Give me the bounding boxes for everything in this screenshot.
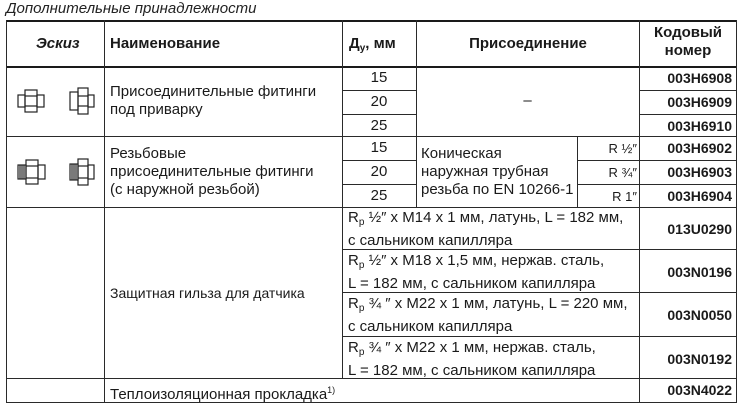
header-sketch: Эскиз <box>36 35 80 52</box>
weld-code-25: 003H6910 <box>667 118 732 134</box>
header-dn: $Д_у$, мм <box>349 35 396 54</box>
weld-dn-15: 15 <box>370 69 388 86</box>
weld-fitting-sketch-icon <box>16 86 96 116</box>
threaded-fittings-name: Резьбовые присоединительные фитинги (с наружной резьбой) <box>110 145 314 198</box>
sleeve-code-3: 003N0050 <box>667 307 732 323</box>
thread-dn-25: 25 <box>370 187 388 204</box>
sleeve-spec-1: $R_p$ ½″ x М14 x 1 мм, латунь, L = 182 мм, с сальником капилляра <box>348 209 624 249</box>
header-connection: Присоединение <box>469 35 587 52</box>
weld-connection: – <box>523 92 532 109</box>
insulation-name: Теплоизоляционная прокладка$^{1)}$ <box>110 385 336 403</box>
table-caption: Дополнительные принадлежности <box>6 0 257 17</box>
footnote-mark: 1) <box>327 385 336 395</box>
sleeve-spec-3: $R_p$ ¾ ″ x М22 x 1 мм, латунь, L = 220 мм, с сальником капилляра <box>348 295 628 335</box>
insulation-code: 003N4022 <box>667 382 732 398</box>
thread-r-15: R ½″ <box>608 141 637 156</box>
weld-code-15: 003H6908 <box>667 70 732 86</box>
sleeve-code-1: 013U0290 <box>667 221 732 237</box>
thread-r-20: R ¾″ <box>608 165 637 180</box>
weld-dn-20: 20 <box>370 93 388 110</box>
thread-dn-15: 15 <box>370 139 388 156</box>
sleeve-code-4: 003N0192 <box>667 351 732 367</box>
thread-code-15: 003H6902 <box>667 140 732 156</box>
weld-dn-25: 25 <box>370 117 388 134</box>
header-code: Кодовый номер <box>653 24 723 59</box>
threaded-fitting-sketch-icon <box>16 156 96 188</box>
accessories-table <box>6 20 737 404</box>
weld-fittings-name: Присоединительные фитинги под приварку <box>110 83 317 118</box>
weld-code-20: 003H6909 <box>667 94 732 110</box>
thread-r-25: R 1″ <box>612 189 637 204</box>
sensor-sleeve-name: Защитная гильза для датчика <box>110 285 305 301</box>
thread-dn-20: 20 <box>370 163 388 180</box>
thread-code-20: 003H6903 <box>667 164 732 180</box>
sleeve-code-2: 003N0196 <box>667 264 732 280</box>
header-name: Наименование <box>110 35 221 52</box>
sleeve-spec-2: $R_p$ ½″ x М18 x 1,5 мм, нержав. сталь, L = 182 мм, с сальником капилляра <box>348 252 605 292</box>
sleeve-spec-4: $R_p$ ¾ ″ x М22 x 1 мм, нержав. сталь, L = 182 мм, с сальником капилляра <box>348 339 596 379</box>
thread-connection: Коническая наружная трубная резьба по EN 10266-1 <box>421 145 574 198</box>
thread-code-25: 003H6904 <box>667 188 732 204</box>
